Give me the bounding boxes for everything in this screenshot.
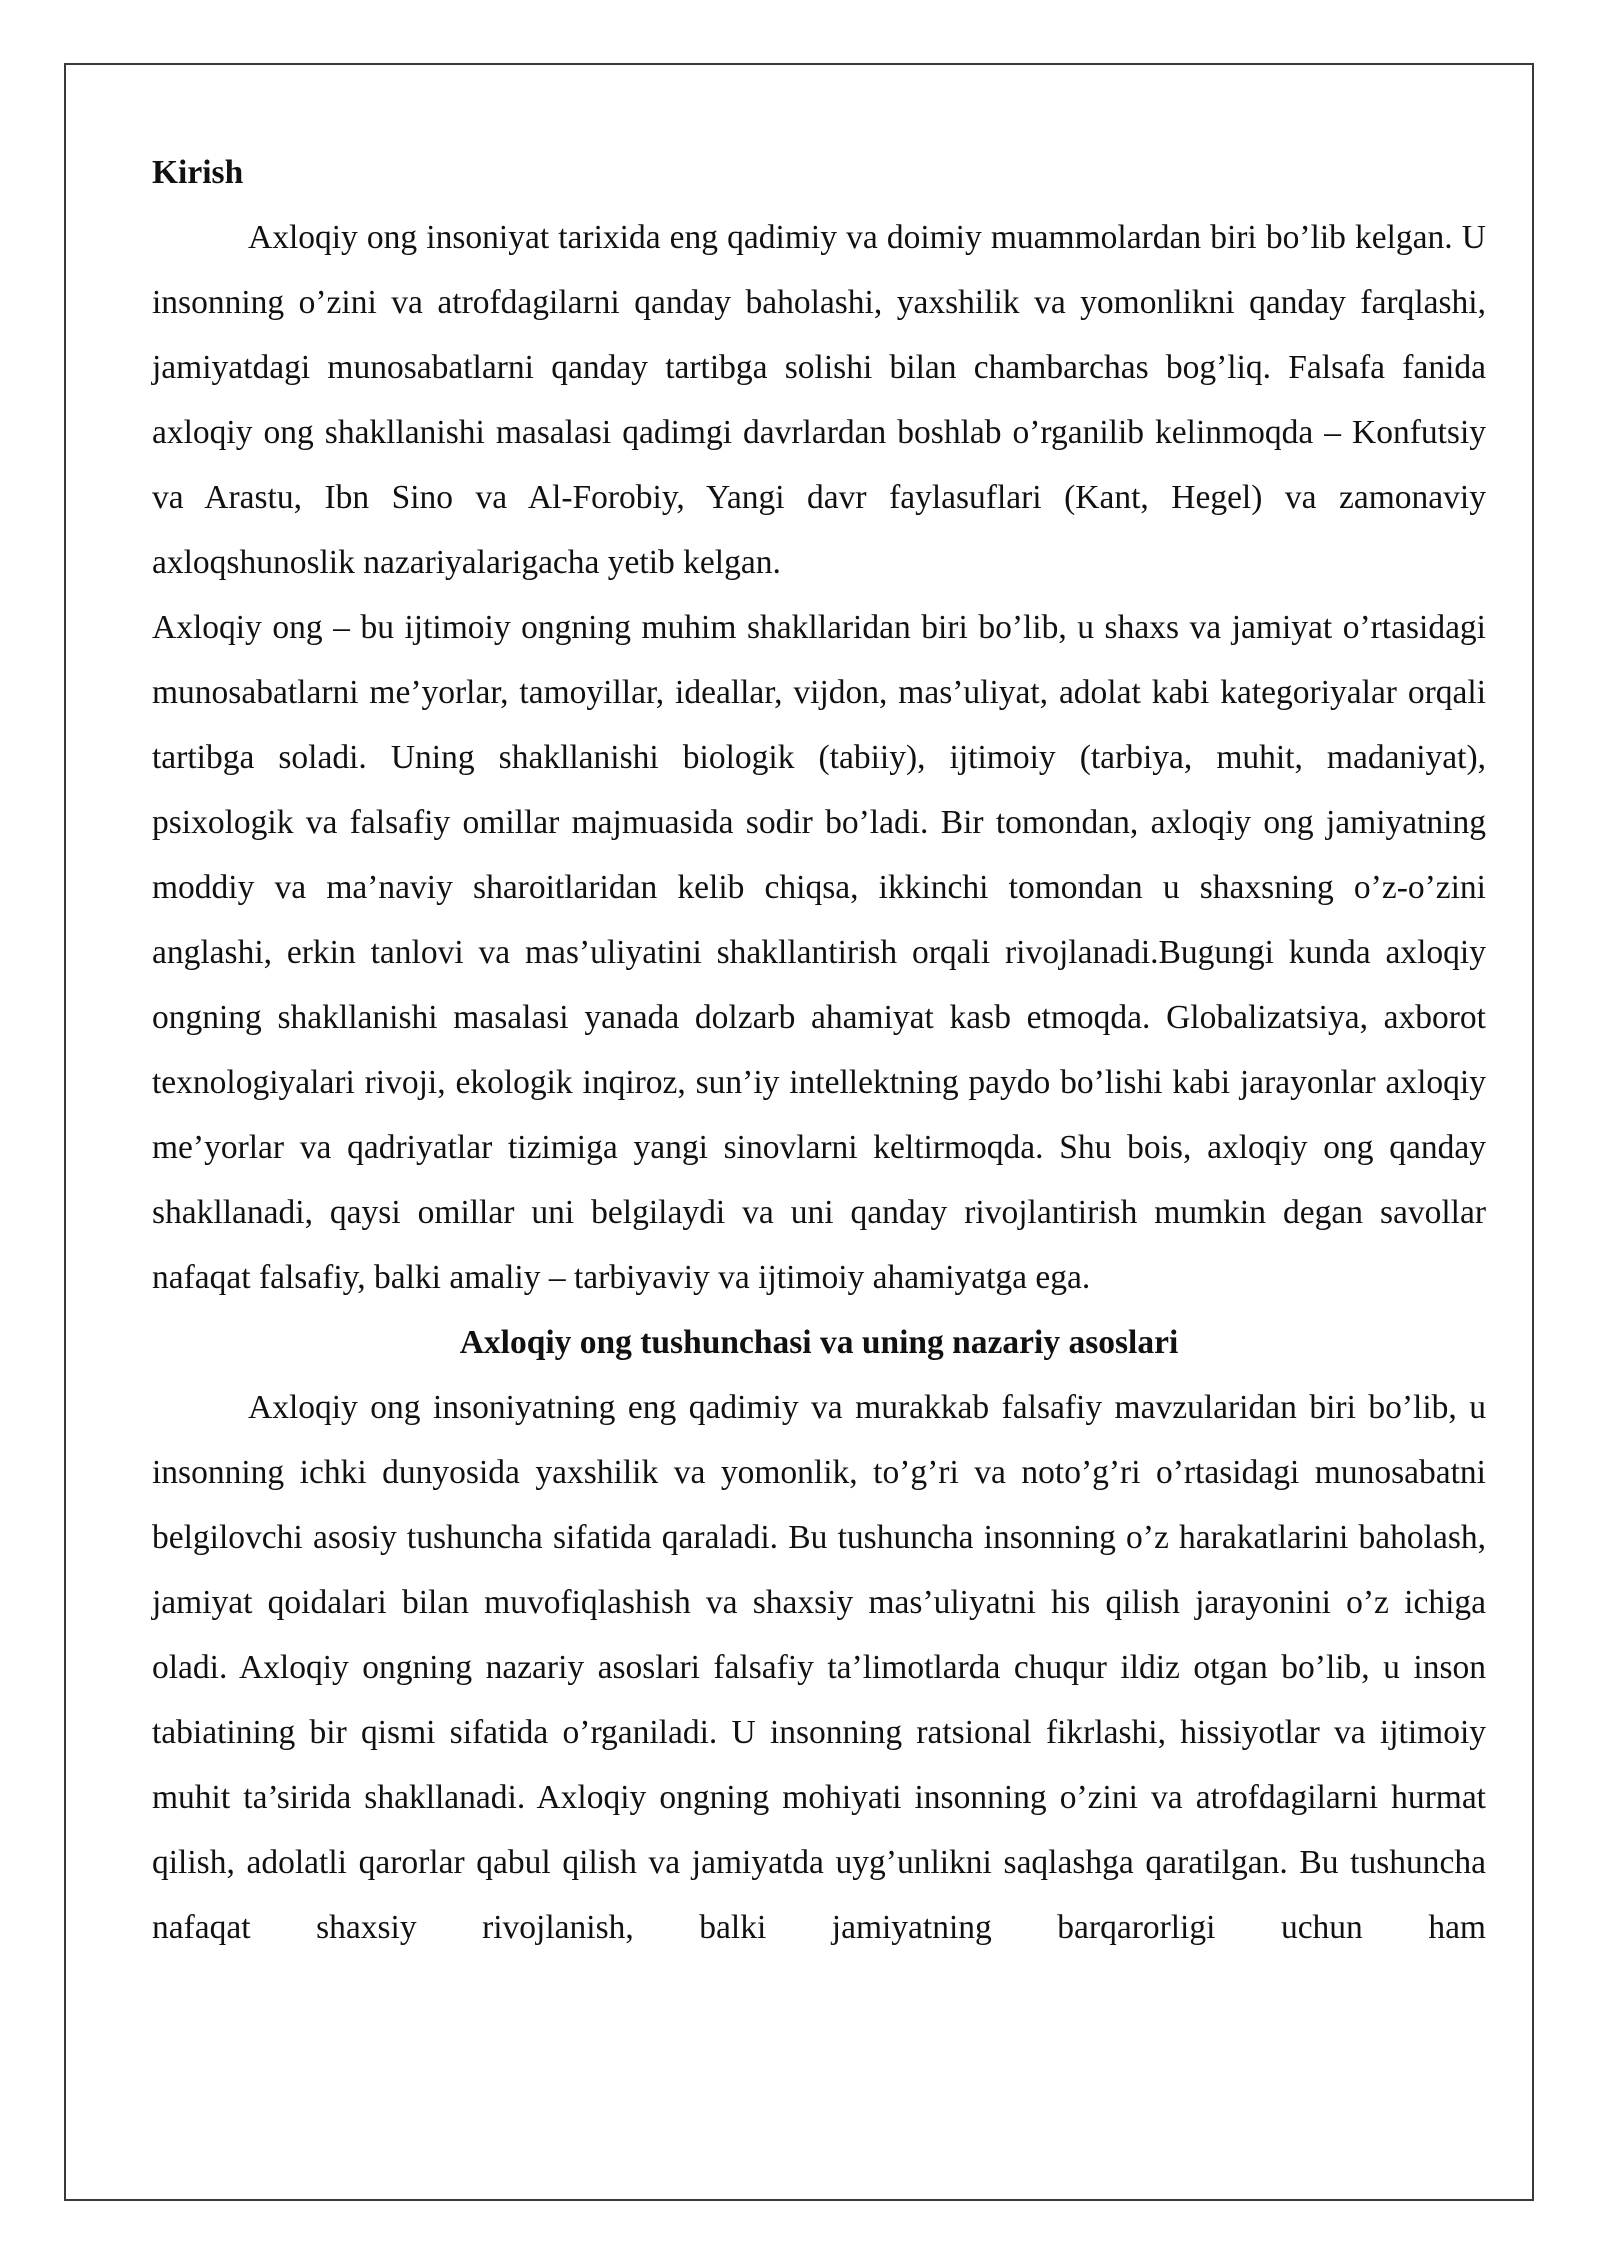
section-heading: Axloqiy ong tushunchasi va uning nazariy asoslari bbox=[459, 1324, 1179, 1361]
intro-heading: Kirish bbox=[152, 154, 244, 191]
section-paragraph-1: Axloqiy ong insoniyatning eng qadimiy va murakkab falsafiy mavzularidan biri bo’lib, u insonning ichki dunyosida yaxshilik va yomonlik, to’g’ri va noto’g’ri o’rtasidagi munosabatni belgilovchi asosiy tushuncha sifatida qaraladi. Bu tushuncha insonning o’z harakatlarini baholash, jamiyat qoidalari bilan muvofiqlashish va shaxsiy mas’uliyatni his qilish jarayonini o’z ichiga oladi. Axloqiy ongning nazariy asoslari falsafiy ta’limotlarda chuqur ildiz otgan bo’lib, u inson tabiatining bir qismi sifatida o’rganiladi. U insonning ratsional fikrlashi, hissiyotlar va ijtimoiy muhit ta’sirida shakllanadi. Axloqiy ongning mohiyati insonning o’zini va atrofdagilarni hurmat qilish, adolatli qarorlar qabul qilish va jamiyatda uyg’unlikni saqlashga qaratilgan. Bu tushuncha nafaqat shaxsiy rivojlanish, balki jamiyatning barqarorligi uchun ham bbox=[152, 1389, 1486, 1946]
intro-paragraph-1: Axloqiy ong insoniyat tarixida eng qadimiy va doimiy muammolardan biri bo’lib kelgan. U insonning o’zini va atrofdagilarni qanday baholashi, yaxshilik va yomonlikni qanday farqlashi, jamiyatdagi munosabatlarni qanday tartibga solishi bilan chambarchas bog’liq. Falsafa fanida axloqiy ong shakllanishi masalasi qadimgi davrlardan boshlab o’rganilib kelinmoqda – Konfutsiy va Arastu, Ibn Sino va Al-Forobiy, Yangi davr faylasuflari (Kant, Hegel) va zamonaviy axloqshunoslik nazariyalarigacha yetib kelgan. bbox=[152, 219, 1486, 581]
document-body bbox=[152, 140, 1486, 1960]
intro-paragraph-2: Axloqiy ong – bu ijtimoiy ongning muhim shakllaridan biri bo’lib, u shaxs va jamiyat o’rtasidagi munosabatlarni me’yorlar, tamoyillar, ideallar, vijdon, mas’uliyat, adolat kabi kategoriyalar orqali tartibga soladi. Uning shakllanishi biologik (tabiiy), ijtimoiy (tarbiya, muhit, madaniyat), psixologik va falsafiy omillar majmuasida sodir bo’ladi. Bir tomondan, axloqiy ong jamiyatning moddiy va ma’naviy sharoitlaridan kelib chiqsa, ikkinchi tomondan u shaxsning o’z-o’zini anglashi, erkin tanlovi va mas’uliyatini shakllantirish orqali rivojlanadi.Bugungi kunda axloqiy ongning shakllanishi masalasi yanada dolzarb ahamiyat kasb etmoqda. Globalizatsiya, axborot texnologiyalari rivoji, ekologik inqiroz, sun’iy intellektning paydo bo’lishi kabi jarayonlar axloqiy me’yorlar va qadriyatlar tizimiga yangi sinovlarni keltirmoqda. Shu bois, axloqiy ong qanday shakllanadi, qaysi omillar uni belgilaydi va uni qanday rivojlantirish mumkin degan savollar nafaqat falsafiy, balki amaliy – tarbiyaviy va ijtimoiy ahamiyatga ega. bbox=[152, 609, 1486, 1296]
